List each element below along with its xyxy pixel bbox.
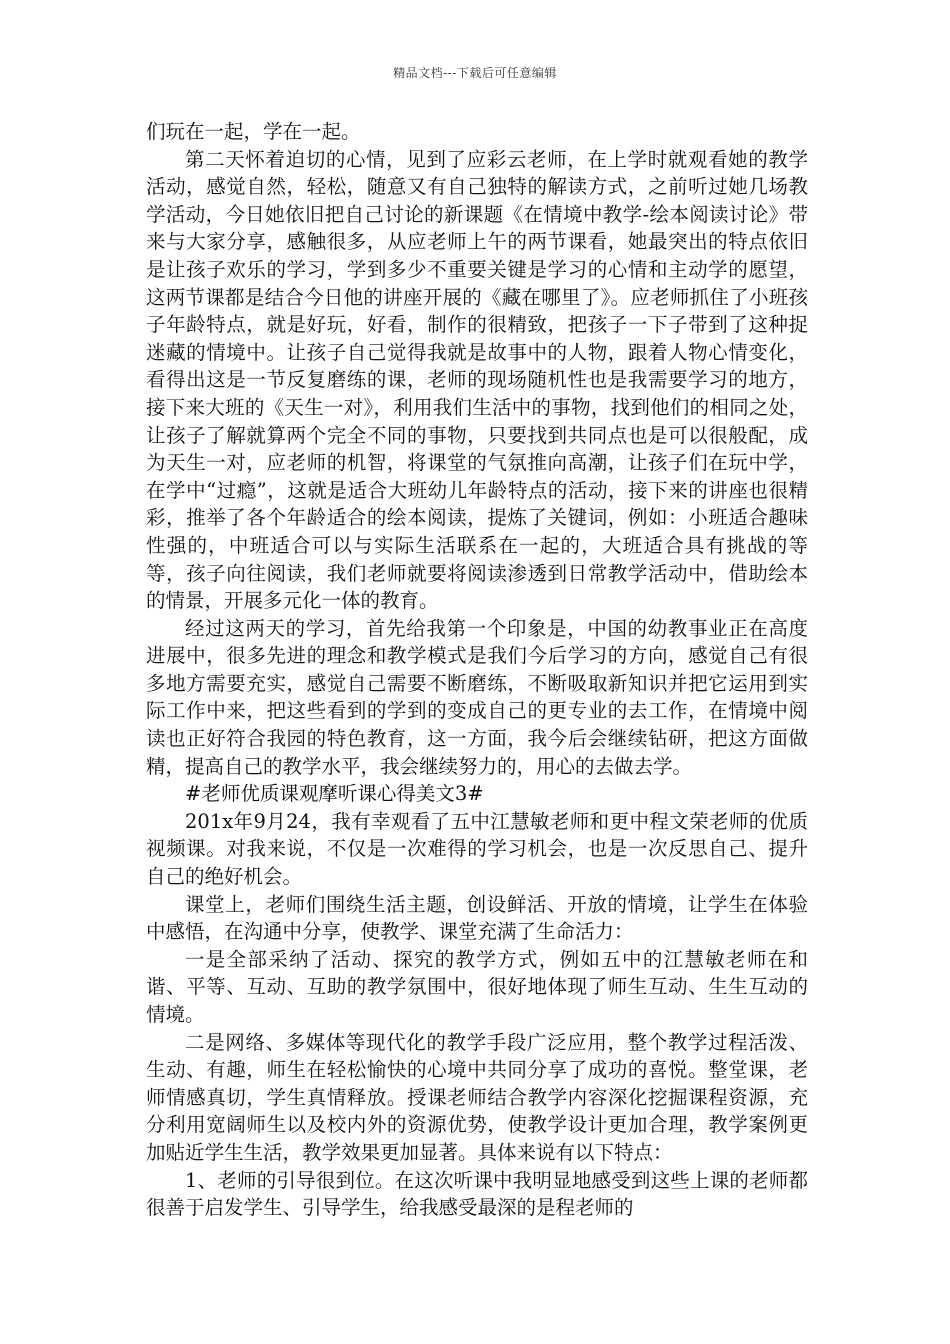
paragraph: 201x年9月24，我有幸观看了五中江慧敏老师和更中程文荣老师的优质视频课。对我来说，不仅是一次难得的学习机会，也是一次反思自己、提升自己的绝好机会。 xyxy=(146,809,808,889)
paragraph: 一是全部采纳了活动、探究的教学方式，例如五中的江慧敏老师在和谐、平等、互动、互助的教学氛围中，很好地体现了师生互动、生生互动的情境。 xyxy=(146,947,808,1026)
paragraph: 课堂上，老师们围绕生活主题，创设鲜活、开放的情境，让学生在体验中感悟，在沟通中分享，使教学、课堂充满了生命活力： xyxy=(146,892,808,944)
paragraph: 第二天怀着迫切的心情，见到了应彩云老师，在上学时就观看她的教学活动，感觉自然，轻松，随意又有自己独特的解读方式，之前听过她几场教学活动，今日她依旧把自己讨论的新课题《在情境中教学-绘本阅读讨论》带来与大家分享，感触很多，从应老师上午的两节课看，她最突出的特点依旧是让孩子欢乐的学习，学到多少不重要关键是学习的心情和主动学的愿望，这两节课都是结合今日他的讲座开展的《藏在哪里了》。应老师抓住了小班孩子年龄特点，就是好玩，好看，制作的很精致，把孩子一下子带到了这种捉迷藏的情境中。让孩子自己觉得我就是故事中的人物，跟着人物心情变化，看得出这是一节反复磨练的课，老师的现场随机性也是我需要学习的地方，接下来大班的《天生一对》，利用我们生活中的事物，找到他们的相同之处，让孩子了解就算两个完全不同的事物，只要找到共同点也是可以很般配，成为天生一对，应老师的机智，将课堂的气氛推向高潮，让孩子们在玩中学，在学中“过瘾”，这就是适合大班幼儿年龄特点的活动，接下来的讲座也很精彩，推举了各个年龄适合的绘本阅读，提炼了关键词，例如：小班适合趣味性强的，中班适合可以与实际生活联系在一起的，大班适合具有挑战的等等，孩子向往阅读，我们老师就要将阅读渗透到日常教学活动中，借助绘本的情景，开展多元化一体的教育。 xyxy=(146,147,808,613)
paragraph: 二是网络、多媒体等现代化的教学手段广泛应用，整个教学过程活泼、生动、有趣，师生在轻松愉快的心境中共同分享了成功的喜悦。整堂课，老师情感真切，学生真情释放。授课老师结合教学内容深化挖掘课程资源，充分利用宽阔师生以及校内外的资源优势，使教学设计更加合理，教学案例更加贴近学生生活，教学效果更加显著。具体来说有以下特点： xyxy=(146,1030,808,1164)
page-header: 精品文档---下载后可任意编辑 xyxy=(393,66,557,80)
paragraph-continuation: 们玩在一起，学在一起。 xyxy=(146,120,361,143)
paragraph: 1、老师的引导很到位。在这次听课中我明显地感受到这些上课的老师都很善于启发学生、引导学生，给我感受最深的是程老师的 xyxy=(146,1168,808,1220)
paragraph: 经过这两天的学习，首先给我第一个印象是，中国的幼教事业正在高度进展中，很多先进的理念和教学模式是我们今后学习的方向，感觉自己有很多地方需要充实，感觉自己需要不断磨练，不断吸取新知识并把它运用到实际工作中来，把这些看到的学到的变成自己的更专业的去工作，在情境中阅读也正好符合我园的特色教育，这一方面，我今后会继续钻研，把这方面做精，提高自己的教学水平，我会继续努力的，用心的去做去学。 xyxy=(146,616,808,778)
section-heading: #老师优质课观摩听课心得美文3# xyxy=(185,782,484,806)
document-body xyxy=(146,118,808,1222)
